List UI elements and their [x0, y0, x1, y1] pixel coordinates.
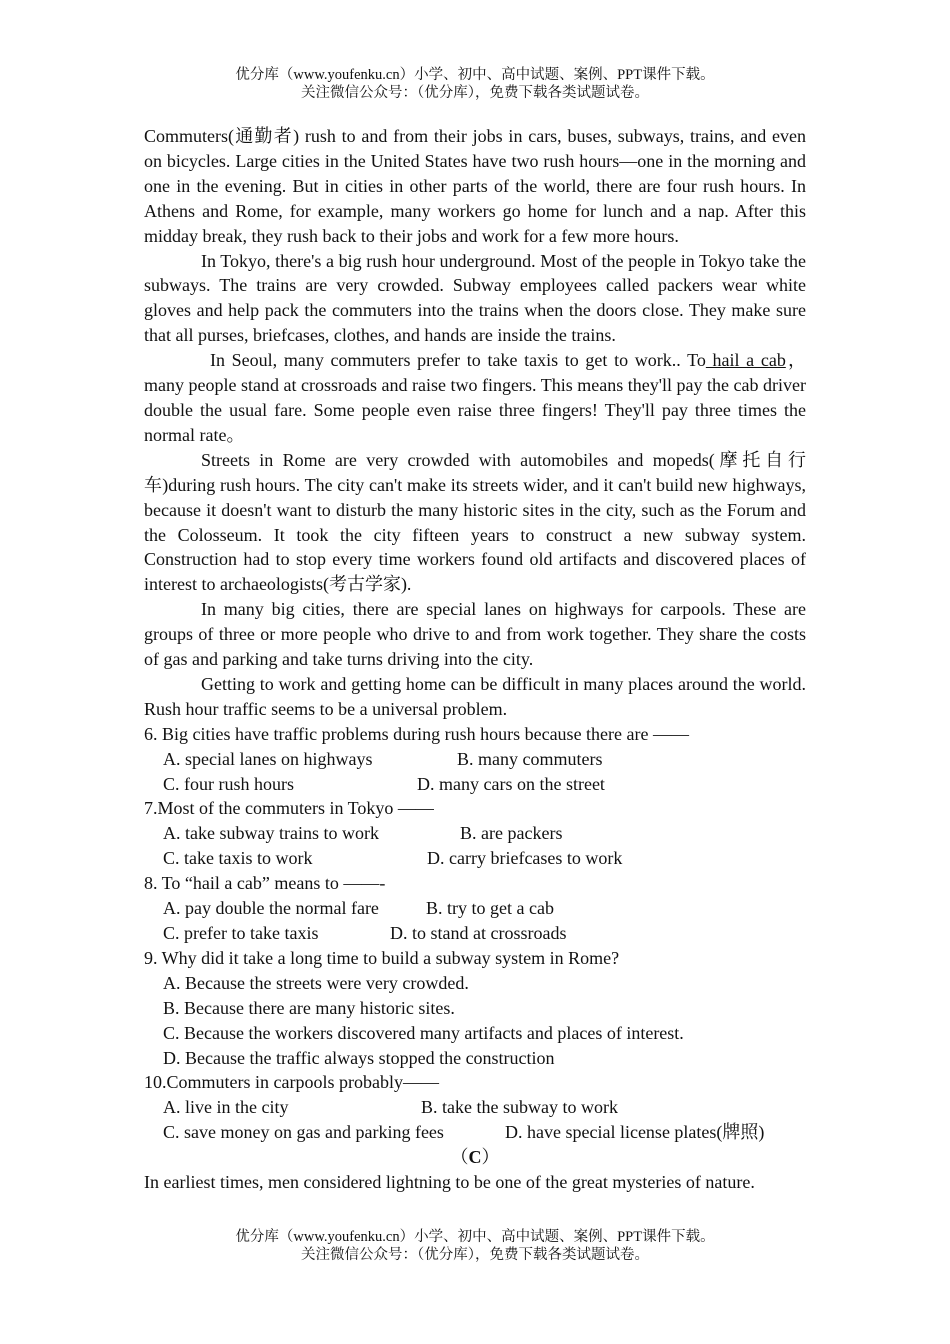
question-8-stem: 8. To “hail a cab” means to ——- [144, 873, 386, 894]
question-6-stem: 6. Big cities have traffic problems during rush hours because there are —— [144, 723, 690, 744]
section-c-close-paren: ） [481, 1147, 500, 1168]
question-9-option-b: B. Because there are many historic sites. [163, 997, 455, 1018]
question-6-option-c: C. four rush hours [163, 773, 294, 794]
passage-paragraph-4: Streets in Rome are very crowded with automobiles and mopeds(摩托自行车)during rush hours. The city can't make its streets wider, and it can't build new highways, because it doesn't want to disturb the many historic sites in the city, such as the Forum and the Colosseum. It took the city fifteen years to construct a new subway system. Construction had to stop every time workers found old artifacts and discovered places of interest to archaeologists(考古学家). [144, 449, 806, 595]
footer-line-2: 关注微信公众号：（优分库），免费下载各类试题试卷。 [301, 1247, 649, 1263]
page-header [0, 66, 950, 102]
question-10-option-c: C. save money on gas and parking fees [163, 1122, 444, 1143]
question-7-stem: 7.Most of the commuters in Tokyo —— [144, 798, 434, 819]
question-8-option-a: A. pay double the normal fare [163, 898, 379, 919]
question-7-options-row-2 [144, 846, 806, 871]
question-9-option-a: A. Because the streets were very crowded. [163, 972, 469, 993]
question-9-option-c: C. Because the workers discovered many artifacts and places of interest. [163, 1022, 684, 1043]
question-9-option-d: D. Because the traffic always stopped the construction [163, 1047, 555, 1068]
question-10-stem: 10.Commuters in carpools probably—— [144, 1072, 439, 1093]
paragraph-3-text-a: In Seoul, many commuters prefer to take taxis to get to work.. To [210, 350, 706, 371]
passage-paragraph-6: Getting to work and getting home can be difficult in many places around the world. Rush hour traffic seems to be a universal problem. [144, 673, 806, 719]
question-6-options-row-2 [144, 772, 806, 797]
question-8-options-row-2 [144, 921, 806, 946]
question-6-option-b: B. many commuters [457, 748, 603, 769]
question-10-option-a: A. live in the city [163, 1097, 289, 1118]
question-6-options-row-1 [144, 747, 806, 772]
footer-line-1: 优分库（www.youfenku.cn）小学、初中、高中试题、案例、PPT课件下载。 [235, 1229, 715, 1245]
question-7-option-c: C. take taxis to work [163, 848, 313, 869]
question-6-option-d: D. many cars on the street [417, 773, 605, 794]
question-10-option-b: B. take the subway to work [421, 1097, 618, 1118]
passage-paragraph-5: In many big cities, there are special lanes on highways for carpools. These are groups of three or more people who drive to and from work together. They share the costs of gas and parking and take turns driving into the city. [144, 599, 806, 670]
question-9-stem: 9. Why did it take a long time to build a subway system in Rome? [144, 947, 620, 968]
question-7-options-row-1 [144, 821, 806, 846]
passage-paragraph-3 [144, 348, 806, 448]
passage-paragraph-2: In Tokyo, there's a big rush hour underground. Most of the people in Tokyo take the subways. The trains are very crowded. Subway employees called packers wear white gloves and help pack the commuters into the trains when the doors close. They make sure that all purses, briefcases, clothes, and hands are inside the trains. [144, 250, 806, 346]
question-6-option-a: A. special lanes on highways [163, 748, 373, 769]
section-c-heading [144, 1145, 806, 1170]
question-8-option-b: B. try to get a cab [426, 898, 554, 919]
page-footer [0, 1228, 950, 1264]
passage-c-paragraph-1: In earliest times, men considered lightning to be one of the great mysteries of nature. [144, 1172, 755, 1193]
question-10-options-row-1 [144, 1095, 806, 1120]
paragraph-3-text-b: ， many people stand at crossroads and raise two fingers. This means they'll pay the cab driver double the usual fare. Some people even raise three fingers! They'll pay three times the normal rate。 [144, 350, 806, 445]
document-body [144, 124, 806, 1195]
question-7-option-a: A. take subway trains to work [163, 823, 379, 844]
question-7-option-d: D. carry briefcases to work [427, 848, 623, 869]
passage-paragraph-1: Commuters(通勤者) rush to and from their jobs in cars, buses, subways, trains, and even on bicycles. Large cities in the United States have two rush hours—one in the morning and one in the evening. But in cities in other parts of the world, there are four rush hours. In Athens and Rome, for example, many workers go home for lunch and a nap. After this midday break, they rush back to their jobs and work for a few more hours. [144, 126, 806, 246]
question-8-option-d: D. to stand at crossroads [390, 923, 567, 943]
question-7-option-b: B. are packers [460, 823, 563, 844]
question-8-option-c: C. prefer to take taxis [163, 923, 319, 943]
question-8-options-row-1 [144, 896, 806, 921]
question-10-option-d: D. have special license plates(牌照) [505, 1122, 765, 1143]
hail-a-cab-underlined: hail a cab [705, 350, 786, 371]
header-line-1: 优分库（www.youfenku.cn）小学、初中、高中试题、案例、PPT课件下载。 [235, 67, 715, 83]
section-c-open-paren: （ [450, 1147, 469, 1168]
header-line-2: 关注微信公众号：（优分库），免费下载各类试题试卷。 [301, 85, 649, 101]
section-c-letter: C [468, 1147, 482, 1168]
question-10-options-row-2 [144, 1120, 806, 1145]
